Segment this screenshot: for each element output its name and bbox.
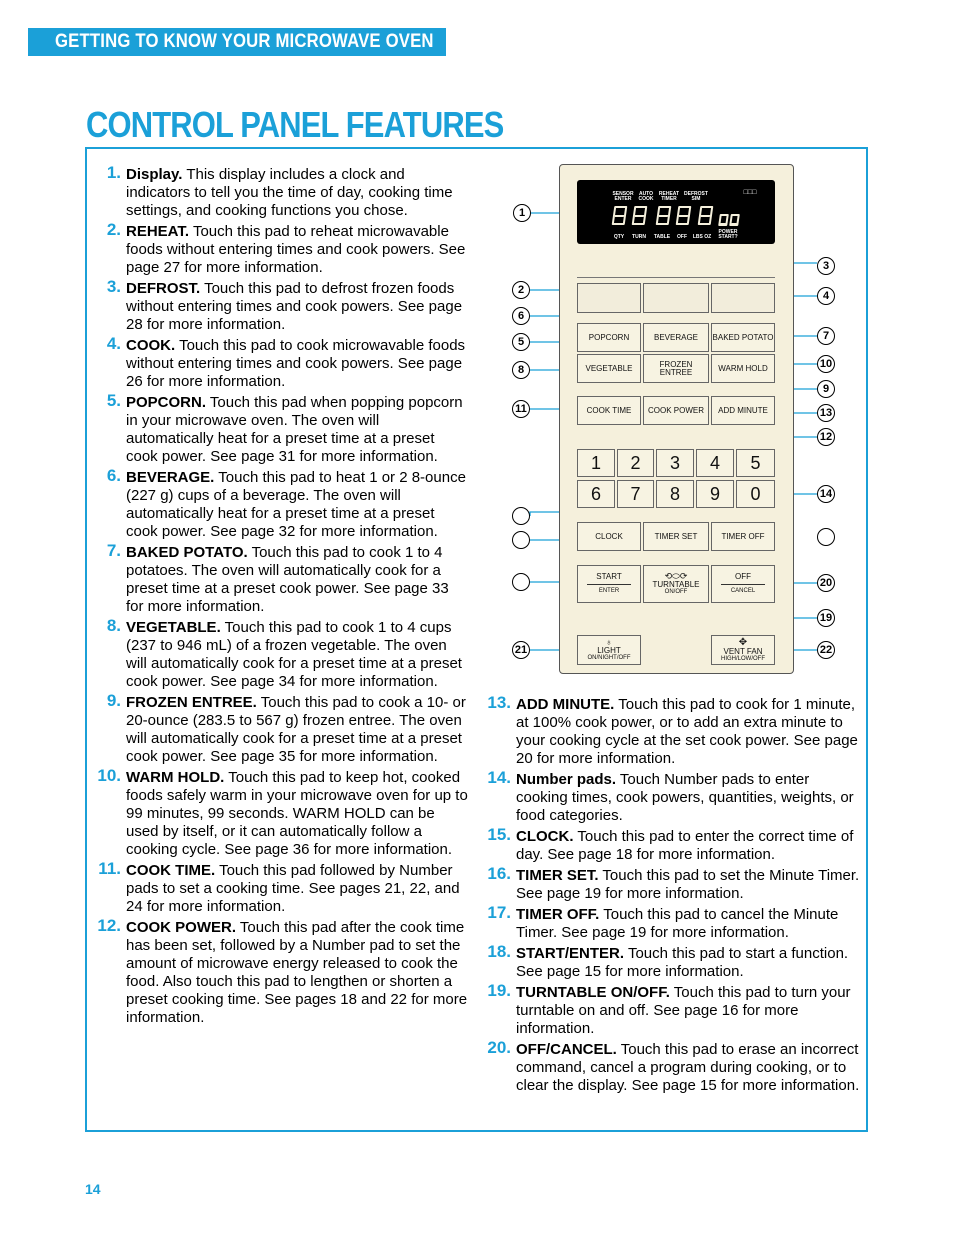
- digit-segment: [612, 206, 628, 225]
- baked-potato-pad[interactable]: BAKED POTATO: [711, 323, 775, 352]
- feature-description: Touch this pad to heat 1 or 2 8-ounce (227 g) cups of a beverage. The oven will automatically heat for a preset time at a preset cook power. See page 32 for more information.: [126, 469, 466, 540]
- digit-segment: [632, 206, 648, 225]
- feature-description: Touch this pad to reheat microwavable foods without entering times and cook powers. See page 27 for more information.: [126, 223, 466, 276]
- feature-description: Touch this pad followed by Number pads to set a cooking time. See pages 21, 22, and 24 for more information.: [126, 862, 460, 915]
- number-pad-7[interactable]: 7: [617, 480, 654, 508]
- feature-term: TIMER OFF.: [516, 906, 600, 923]
- callout-21: 21: [512, 641, 530, 659]
- timer-off-pad[interactable]: TIMER OFF: [711, 522, 775, 551]
- feature-term: OFF/CANCEL.: [516, 1041, 617, 1058]
- feature-number: 2.: [106, 220, 121, 239]
- vent-fan-label: VENT FAN: [723, 646, 763, 656]
- feature-term: REHEAT.: [126, 223, 190, 240]
- feature-term: ADD MINUTE.: [516, 696, 615, 713]
- turntable-label: TURNTABLE: [652, 580, 700, 589]
- indicator-qty: QTY: [613, 234, 625, 240]
- number-pad-9[interactable]: 9: [696, 480, 734, 508]
- cook-time-pad[interactable]: COOK TIME: [577, 396, 641, 425]
- cancel-label: CANCEL: [730, 588, 756, 594]
- display-window: [577, 180, 775, 244]
- feature-term: Number pads.: [516, 771, 617, 788]
- indicator-lbs-oz: LBS OZ: [692, 234, 712, 240]
- beverage-pad[interactable]: BEVERAGE: [643, 323, 709, 352]
- off-cancel-pad[interactable]: [711, 565, 775, 603]
- number-pad-4[interactable]: 4: [696, 449, 734, 477]
- callout-16: [512, 531, 530, 549]
- number-pad-0[interactable]: 0: [736, 480, 775, 508]
- callout-2: 2: [512, 281, 530, 299]
- cook-power-pad[interactable]: COOK POWER: [643, 396, 709, 425]
- indicator-sensor-enter: SENSOR ENTER: [612, 191, 634, 202]
- vent-fan-sub-label: HIGH/LOW/OFF: [721, 655, 765, 662]
- feature-description: Touch this pad to cook a 10- or 20-ounce (283.5 to 567 g) frozen entree. The oven will automatically cook for a preset time at a preset cook power. See page 35 for more information.: [126, 694, 466, 765]
- feature-description: Touch this pad to erase an incorrect command, cancel a program during cooking, or to clear the display. See page 15 for more information.: [516, 1041, 860, 1094]
- feature-term: WARM HOLD.: [126, 769, 225, 786]
- callout-13: 13: [817, 404, 835, 422]
- number-pad-5[interactable]: 5: [736, 449, 775, 477]
- feature-term: COOK POWER.: [126, 919, 237, 936]
- page-number: 14: [85, 1181, 101, 1197]
- add-minute-pad[interactable]: ADD MINUTE: [711, 396, 775, 425]
- feature-term: VEGETABLE.: [126, 619, 221, 636]
- feature-term: DEFROST.: [126, 280, 201, 297]
- feature-term: COOK TIME.: [126, 862, 216, 879]
- callout-14: 14: [817, 485, 835, 503]
- feature-term: BAKED POTATO.: [126, 544, 248, 561]
- callout-10: 10: [817, 355, 835, 373]
- feature-term: POPCORN.: [126, 394, 207, 411]
- callout-17: [817, 528, 835, 546]
- feature-description: Touch this pad to set the Minute Timer. See page 19 for more information.: [516, 867, 860, 902]
- indicator-turn: TURN: [632, 234, 646, 240]
- callout-18: [512, 573, 530, 591]
- callout-1: 1: [513, 204, 531, 222]
- light-sub-label: ON/NIGHT/OFF: [587, 655, 631, 661]
- digit-segment: [656, 206, 672, 225]
- indicator-off: OFF: [677, 234, 687, 240]
- indicator-icons: □□□: [743, 189, 757, 196]
- light-label: LIGHT: [597, 646, 621, 655]
- feature-description: Touch this pad to keep hot, cooked foods safely warm in your microwave oven for up to 99 minutes, 99 seconds. WARM HOLD can be used by itself, or it can automatically follow a cooking cycle. See page 36 for more information.: [126, 769, 468, 858]
- callout-3: 3: [817, 257, 835, 275]
- start-enter-pad[interactable]: [577, 565, 641, 603]
- indicator-power-start: POWER START?: [718, 229, 738, 240]
- callout-7: 7: [817, 327, 835, 345]
- callout-6: 6: [512, 307, 530, 325]
- reheat-pad[interactable]: [577, 283, 641, 313]
- feature-description: Touch this pad when popping popcorn in your microwave oven. The oven will automatically heat for a preset time at a preset cook power. See page 31 for more information.: [126, 394, 463, 465]
- feature-number: 13.: [487, 693, 511, 712]
- feature-term: Display.: [126, 166, 183, 183]
- feature-number: 10.: [97, 766, 121, 785]
- frozen-entree-pad[interactable]: FROZEN ENTREE: [643, 354, 709, 383]
- control-panel: [559, 164, 794, 674]
- feature-number: 7.: [106, 541, 121, 560]
- feature-number: 19.: [487, 981, 511, 1000]
- callout-9: 9: [817, 380, 835, 398]
- indicator-auto-cook: AUTO COOK: [638, 191, 654, 202]
- feature-number: 16.: [487, 864, 511, 883]
- feature-number: 9.: [106, 691, 121, 710]
- feature-number: 15.: [487, 825, 511, 844]
- warm-hold-pad[interactable]: WARM HOLD: [711, 354, 775, 383]
- feature-term: CLOCK.: [516, 828, 574, 845]
- feature-description: Touch this pad to enter the correct time of day. See page 18 for more information.: [516, 828, 854, 863]
- callout-11: 11: [512, 400, 530, 418]
- feature-description: Touch this pad to cook for 1 minute, at 100% cook power, or to add an extra minute to your cooking cycle at the set cook power. See page 20 for more information.: [516, 696, 858, 767]
- page-title: CONTROL PANEL FEATURES: [86, 104, 504, 145]
- popcorn-pad[interactable]: POPCORN: [577, 323, 641, 352]
- off-label: OFF: [735, 572, 751, 581]
- light-pad[interactable]: [577, 635, 641, 665]
- feature-description: Touch this pad to defrost frozen foods without entering times and cook powers. See page 28 for more information.: [126, 280, 463, 333]
- number-pad-3[interactable]: 3: [656, 449, 694, 477]
- timer-set-pad[interactable]: TIMER SET: [643, 522, 709, 551]
- turntable-sub-label: ON/OFF: [664, 589, 688, 595]
- feature-number: 11.: [98, 859, 121, 878]
- indicator-reheat-timer: REHEAT TIMER: [658, 191, 680, 202]
- number-pad-1[interactable]: 1: [577, 449, 615, 477]
- digit-segment: [729, 214, 740, 226]
- callout-5: 5: [512, 333, 530, 351]
- pad-divider: [721, 584, 765, 585]
- feature-number: 17.: [487, 903, 511, 922]
- callout-22: 22: [817, 641, 835, 659]
- feature-number: 18.: [487, 942, 511, 961]
- number-pad-8[interactable]: 8: [656, 480, 694, 508]
- feature-number: 6.: [106, 466, 121, 485]
- cook-pad[interactable]: [711, 283, 775, 313]
- feature-number: 12.: [97, 916, 121, 935]
- digit-segment: [676, 206, 692, 225]
- callout-20: 20: [817, 574, 835, 592]
- number-pad-6[interactable]: 6: [577, 480, 615, 508]
- callout-15: [512, 507, 530, 525]
- feature-number: 5.: [106, 391, 121, 410]
- feature-description: Touch Number pads to enter cooking times, cook powers, quantities, weights, or food categories.: [516, 771, 854, 824]
- feature-description: Touch this pad to start a function. See page 15 for more information.: [516, 945, 849, 980]
- callout-8: 8: [512, 361, 530, 379]
- feature-number: 1.: [106, 163, 121, 182]
- callout-19: 19: [817, 609, 835, 627]
- panel-divider: [577, 277, 775, 278]
- feature-description: Touch this pad to cook 1 to 4 potatoes. The oven will automatically cook for a preset time at a preset cook power. See page 33 for more information.: [126, 544, 449, 615]
- section-title: GETTING TO KNOW YOUR MICROWAVE OVEN: [55, 31, 434, 52]
- clock-pad[interactable]: CLOCK: [577, 522, 641, 551]
- feature-number: 4.: [106, 334, 121, 353]
- callout-4: 4: [817, 287, 835, 305]
- feature-term: START/ENTER.: [516, 945, 625, 962]
- vegetable-pad[interactable]: VEGETABLE: [577, 354, 641, 383]
- turntable-pad[interactable]: [643, 565, 709, 603]
- feature-description: Touch this pad to cook 1 to 4 cups (237 to 946 mL) of a frozen vegetable. The oven will automatically cook for a preset time at a preset cook power. See page 34 for more information.: [126, 619, 462, 690]
- defrost-pad[interactable]: [643, 283, 709, 313]
- feature-number: 14.: [487, 768, 511, 787]
- digit-segment: [718, 214, 729, 226]
- pad-divider: [587, 584, 631, 585]
- vent-fan-pad[interactable]: [711, 635, 775, 665]
- feature-description: Touch this pad to cook microwavable foods without entering times and cook powers. See page 26 for more information.: [126, 337, 466, 390]
- feature-description: Touch this pad to turn your turntable on and off. See page 16 for more information.: [516, 984, 851, 1037]
- callout-12: 12: [817, 428, 835, 446]
- number-pad-2[interactable]: 2: [617, 449, 654, 477]
- feature-number: 8.: [106, 616, 121, 635]
- feature-number: 3.: [106, 277, 121, 296]
- enter-label: ENTER: [598, 588, 620, 594]
- indicator-defrost-sim: DEFROST SIM: [684, 191, 708, 202]
- bulb-icon: ♁: [605, 637, 613, 647]
- feature-description: Touch this pad after the cook time has been set, followed by a Number pad to set the amount of microwave energy released to cook the food. Also touch this pad to lengthen or shorten a preset cooking time. See pages 18 and 22 for more information.: [126, 919, 468, 1026]
- digit-segment: [698, 206, 714, 225]
- feature-description: Touch this pad to cancel the Minute Timer. See page 19 for more information.: [516, 906, 839, 941]
- feature-term: TIMER SET.: [516, 867, 599, 884]
- feature-term: FROZEN ENTREE.: [126, 694, 257, 711]
- turntable-icon: ⟲⬭⟳: [664, 571, 688, 581]
- fan-icon: ✥: [738, 636, 748, 648]
- start-label: START: [596, 572, 622, 581]
- feature-term: BEVERAGE.: [126, 469, 215, 486]
- feature-description: This display includes a clock and indicators to tell you the time of day, cooking time settings, and cooking functions you chose.: [126, 166, 453, 219]
- indicator-table: TABLE: [653, 234, 671, 240]
- feature-term: COOK.: [126, 337, 176, 354]
- feature-number: 20.: [487, 1038, 511, 1057]
- feature-term: TURNTABLE ON/OFF.: [516, 984, 670, 1001]
